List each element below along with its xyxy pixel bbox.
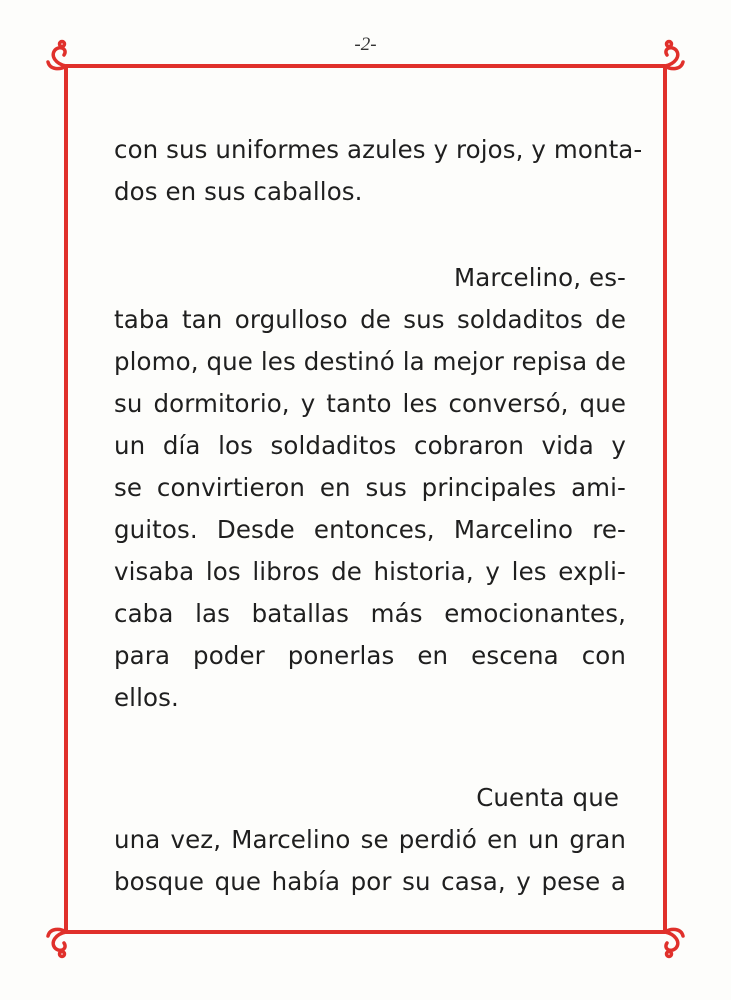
text-line: se convirtieron en sus principales ami-: [114, 473, 626, 502]
text-line: una vez, Marcelino se perdió en un gran: [114, 825, 626, 854]
text-line: para poder ponerlas en escena con: [114, 641, 626, 670]
text-line: con sus uniformes azules y rojos, y monta-: [114, 135, 643, 164]
corner-ornament-bottom-left: [53, 932, 66, 950]
text-line: guitos. Desde entonces, Marcelino re-: [114, 515, 626, 544]
text-line: su dormitorio, y tanto les conversó, que: [114, 389, 626, 418]
text-line: visaba los libros de historia, y les expli-: [114, 557, 626, 586]
text-line: bosque que había por su casa, y pese a: [114, 867, 626, 896]
text-line: caba las batallas más emocionantes,: [114, 599, 626, 628]
text-line: un día los soldaditos cobraron vida y: [114, 431, 626, 460]
text-line: dos en sus caballos.: [114, 177, 363, 206]
text-line: Marcelino, es-: [453, 263, 626, 292]
page-number: -2-: [354, 34, 377, 55]
corner-ornament-top-left: [53, 48, 66, 66]
text-line: plomo, que les destinó la mejor repisa de: [114, 347, 626, 376]
text-line: ellos.: [114, 683, 179, 712]
corner-ornament-bottom-right: [665, 932, 678, 950]
text-line: Cuenta que: [476, 783, 619, 812]
text-line: taba tan orgulloso de sus soldaditos de: [114, 305, 626, 334]
corner-ornament-top-right: [665, 48, 678, 66]
